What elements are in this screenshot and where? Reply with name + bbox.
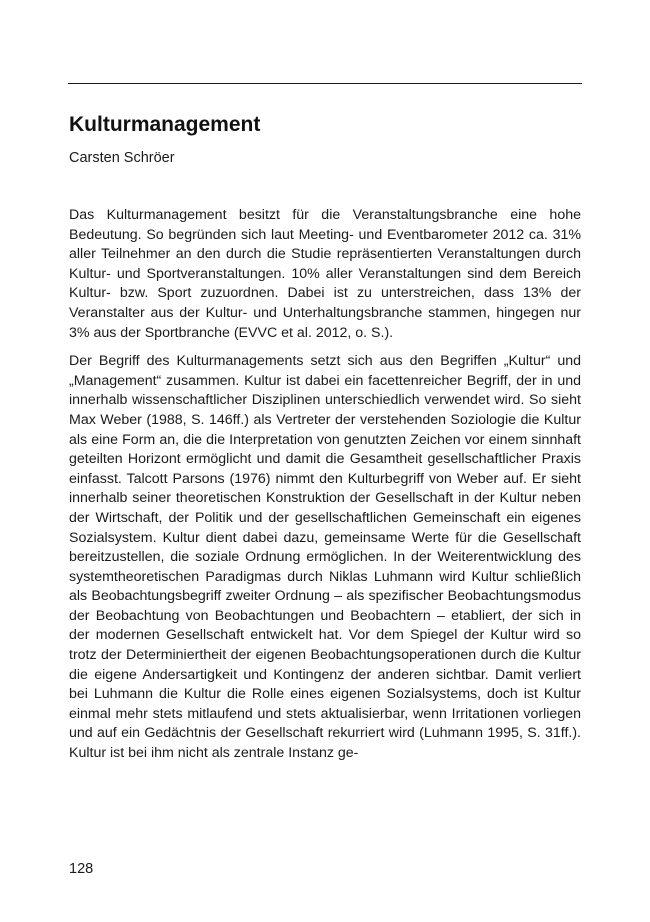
paragraph: Der Begriff des Kulturmanagements setzt sich aus den Begriffen „Kultur“ und „Management“ zusammen. Kultur ist dabei ein facettenreicher Begriff, der in und innerhalb wissenschaftlicher Disziplinen unterschiedlich verwendet wird. So sieht Max Weber (1988, S. 146ff.) als Vertreter der verstehenden Soziologie die Kultur als eine Form an, die die Interpretation von genutzten Zeichen vor einem sinnhaft geteilten Horizont ermöglicht und damit die Gesamtheit gesellschaftlicher Praxis einfasst. Talcott Parsons (1976) nimmt den Kulturbegriff von Weber auf. Er sieht innerhalb seiner theoretischen Konstruktion der Gesellschaft in der Kultur neben der Wirtschaft, der Politik und der gesellschaftlichen Gemeinschaft ein eigenes Sozialsystem. Kultur dient dabei dazu, gemeinsame Werte für die Gesellschaft bereitzustellen, die soziale Ordnung ermöglichen. In der Weiterentwicklung des systemtheoretischen Paradigmas durch Niklas Luhmann wird Kultur schließlich als Beobachtungsbegriff zweiter Ordnung – als spezifischer Beobachtungsmodus der Beobachtung von Beobachtungen und Beobachtern – etabliert, der sich in der modernen Gesellschaft entwickelt hat. Vor dem Spiegel der Kultur wird so trotz der Determiniertheit der eigenen Beobachtungsoperationen durch die Kultur die eigene Andersartigkeit und Kontingenz der anderen sichtbar. Damit verliert bei Luhmann die Kultur die Rolle eines eigenen Sozialsystems, doch ist Kultur einmal mehr stets mitlaufend und stets aktualisierbar, wenn Irritationen vorliegen und auf ein Gedächtnis der Gesellschaft rekurriert wird (Luhmann 1995, S. 31ff.). Kultur ist bei ihm nicht als zentrale Instanz ge- — [69, 353, 581, 762]
chapter-title: Kulturmanagement — [69, 113, 261, 136]
body-text — [69, 206, 581, 773]
paragraph: Das Kulturmanagement besitzt für die Veranstaltungsbranche eine hohe Bedeutung. So begründen sich laut Meeting- und Eventbarometer 2012 ca. 31% aller Teilnehmer an den durch die Studie repräsentierten Veranstaltungen durch Kultur- und Sportveranstaltungen. 10% aller Veranstaltungen sind dem Bereich Kultur- bzw. Sport zuzuordnen. Dabei ist zu unterstreichen, dass 13% der Veranstalter aus der Kultur- und Unterhaltungsbranche stammen, hingegen nur 3% aus der Sportbranche (EVVC et al. 2012, o. S.). — [69, 207, 581, 341]
chapter-author: Carsten Schröer — [69, 150, 175, 166]
header-rule — [68, 83, 582, 84]
page-number: 128 — [69, 861, 94, 877]
